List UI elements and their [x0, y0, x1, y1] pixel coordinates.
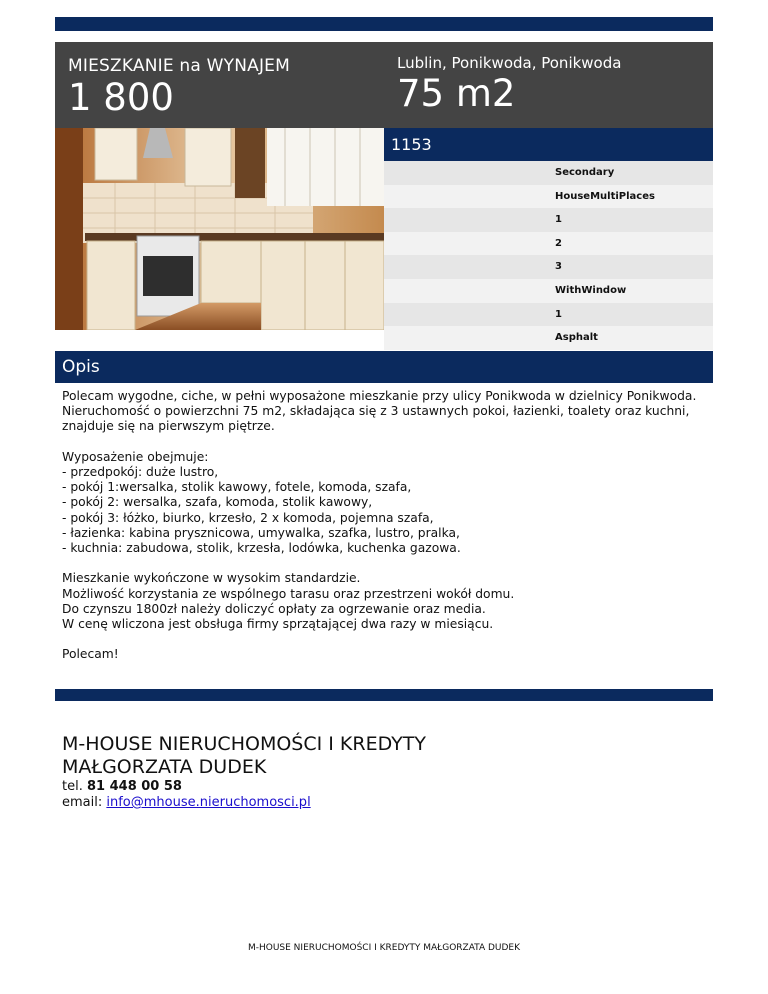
description-heading: Opis [62, 357, 100, 377]
description-line: Polecam wygodne, ciche, w pełni wyposażone mieszkanie przy ulicy Ponikwoda w dzielnicy Ponikwoda. [62, 389, 697, 403]
description-line: W cenę wliczona jest obsługa firmy sprzątającej dwa razy w miesiącu. [62, 617, 494, 632]
agency-contact [62, 779, 311, 811]
parameter-row: WithWindow [384, 279, 713, 303]
listing-price: 1 800 [68, 76, 174, 119]
description-line: - pokój 2: wersalka, szafa, komoda, stolik kawowy, [62, 495, 373, 510]
description-line: - przedpokój: duże lustro, [62, 465, 219, 479]
agency-name-line: M-HOUSE NIERUCHOMOŚCI I KREDYTY [62, 733, 426, 755]
email-line [62, 795, 311, 811]
description-paragraph [62, 647, 702, 662]
description-line: Polecam! [62, 647, 119, 662]
page-footer: M-HOUSE NIERUCHOMOŚCI I KREDYTY MAŁGORZATA DUDEK [247, 943, 521, 953]
description-paragraph [62, 571, 702, 632]
description-line: - łazienka: kabina prysznicowa, umywalka, szafka, lustro, pralka, [62, 525, 460, 540]
phone-number: 81 448 00 58 [86, 779, 182, 794]
parameter-row: 2 [384, 232, 713, 256]
top-accent-bar [55, 17, 713, 31]
listing-location: Lublin, Ponikwoda, Ponikwoda [397, 54, 622, 72]
description-heading-bar [55, 351, 713, 383]
description-line: Nieruchomość o powierzchni 75 m2, składająca się z 3 ustawnych pokoi, łazienki, toalety oraz kuchni, znajduje się na pierwszym piętrze. [62, 404, 690, 434]
parameter-row: 3 [384, 255, 713, 279]
parameter-row: 1 [384, 208, 713, 232]
parameter-row: Asphalt [384, 326, 713, 350]
phone-line [62, 779, 311, 795]
parameter-row: Secondary [384, 161, 713, 185]
description-line: Mieszkanie wykończone w wysokim standardzie. [62, 571, 361, 586]
description-line: Wyposażenie obejmuje: [62, 449, 209, 464]
agency-name-line: MAŁGORZATA DUDEK [62, 756, 267, 778]
listing-type: MIESZKANIE na WYNAJEM [68, 56, 290, 76]
listing-id-bar [384, 128, 713, 161]
bottom-accent-bar [55, 689, 713, 701]
parameters-table [384, 161, 713, 350]
description-line: - pokój 3: łóżko, biurko, krzesło, 2 x komoda, pojemna szafa, [62, 510, 434, 525]
phone-label: tel. [62, 779, 83, 794]
description-line: - kuchnia: zabudowa, stolik, krzesła, lodówka, kuchenka gazowa. [62, 541, 461, 556]
description-line: - pokój 1:wersalka, stolik kawowy, fotele, komoda, szafa, [62, 480, 412, 495]
description-line: Możliwość korzystania ze wspólnego tarasu oraz przestrzeni wokół domu. [62, 586, 515, 601]
agency-name [62, 733, 426, 779]
email-link[interactable]: info@mhouse.nieruchomosci.pl [106, 795, 311, 810]
description-line: Do czynszu 1800zł należy doliczyć opłaty za ogrzewanie oraz media. [62, 601, 486, 616]
listing-id: 1153 [391, 135, 432, 154]
email-label: email: [62, 795, 103, 810]
description-paragraph [62, 389, 702, 435]
description-body [62, 389, 702, 678]
description-paragraph [62, 450, 702, 556]
listing-header [55, 42, 713, 128]
listing-area: 75 m2 [397, 72, 516, 115]
kitchen-photo [55, 128, 384, 330]
parameter-row: 1 [384, 303, 713, 327]
parameter-row: HouseMultiPlaces [384, 185, 713, 209]
